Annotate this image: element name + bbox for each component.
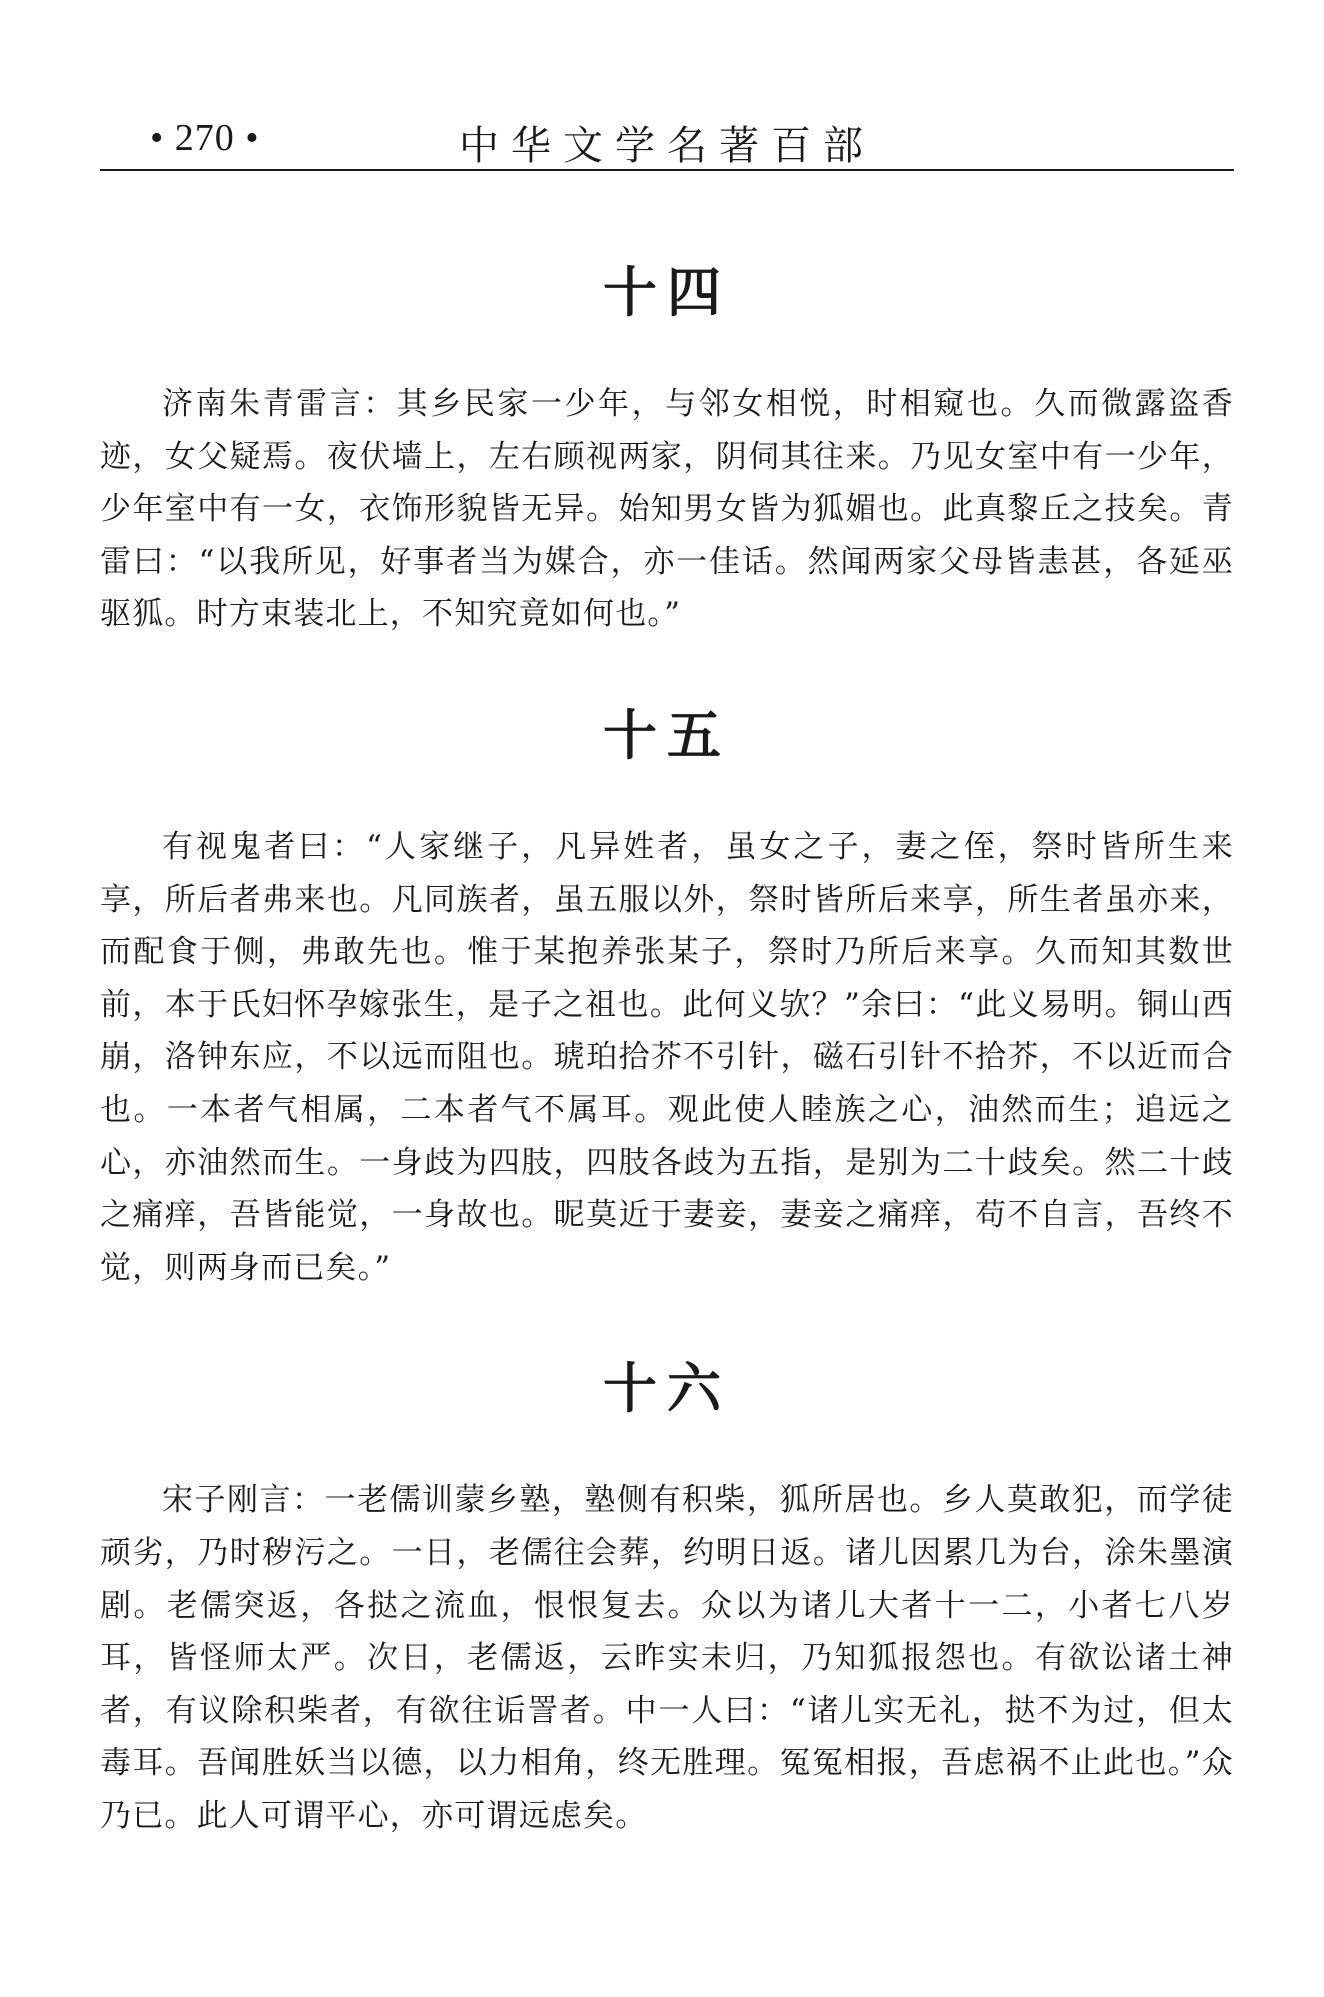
chapter-heading: 十五 bbox=[603, 703, 731, 767]
chapter-paragraph: 有视鬼者曰：“人家继子，凡异姓者，虽女之子，妻之侄，祭时皆所生来享，所后者弗来也。凡同族者，虽五服以外，祭时皆所后来享，所生者虽亦来，而配食于侧，弗敢先也。惟于某抱养张某子，祭时乃所后来享。久而知其数世前，本于氏妇怀孕嫁张生，是子之祖也。此何义欤？”余曰：“此义易明。铜山西崩，洛钟东应，不以远而阻也。琥珀拾芥不引针，磁石引针不拾芥，不以近而合也。一本者气相属，二本者气不属耳。观此使人睦族之心，油然而生；追远之心，亦油然而生。一身歧为四肢，四肢各歧为五指，是别为二十歧矣。然二十歧之痛痒，吾皆能觉，一身故也。昵莫近于妻妾，妻妾之痛痒，苟不自言，吾终不觉，则两身而已矣。” bbox=[100, 828, 1234, 1286]
chapter-paragraph: 济南朱青雷言：其乡民家一少年，与邻女相悦，时相窥也。久而微露盗香迹，女父疑焉。夜伏墙上，左右顾视两家，阴伺其往来。乃见女室中有一少年，少年室中有一女，衣饰形貌皆无异。始知男女皆为狐媚也。此真黎丘之技矣。青雷曰：“以我所见，好事者当为媒合，亦一佳话。然闻两家父母皆恚甚，各延巫驱狐。时方束装北上，不知究竟如何也。” bbox=[100, 386, 1234, 633]
header-rule bbox=[100, 169, 1234, 171]
chapter-15 bbox=[100, 701, 1234, 1294]
page-number: • 270 • bbox=[150, 117, 260, 159]
chapter-16 bbox=[100, 1354, 1234, 1842]
chapter-heading: 十六 bbox=[603, 1357, 731, 1421]
page-content bbox=[100, 258, 1234, 1842]
book-title: 中华文学名著百部 bbox=[459, 123, 875, 169]
running-header bbox=[100, 108, 1234, 168]
chapter-paragraph: 宋子刚言：一老儒训蒙乡塾，塾侧有积柴，狐所居也。乡人莫敢犯，而学徒顽劣，乃时秽污之。一日，老儒往会葬，约明日返。诸儿因累几为台，涂朱墨演剧。老儒突返，各挞之流血，恨恨复去。众以为诸儿大者十一二，小者七八岁耳，皆怪师太严。次日，老儒返，云昨实未归，乃知狐报怨也。有欲讼诸土神者，有议除积柴者，有欲往诟詈者。中一人曰：“诸儿实无礼，挞不为过，但太毒耳。吾闻胜妖当以德，以力相角，终无胜理。冤冤相报，吾虑祸不止此也。”众乃已。此人可谓平心，亦可谓远虑矣。 bbox=[100, 1482, 1234, 1834]
chapter-heading: 十四 bbox=[603, 261, 731, 324]
chapter-14 bbox=[100, 258, 1234, 641]
